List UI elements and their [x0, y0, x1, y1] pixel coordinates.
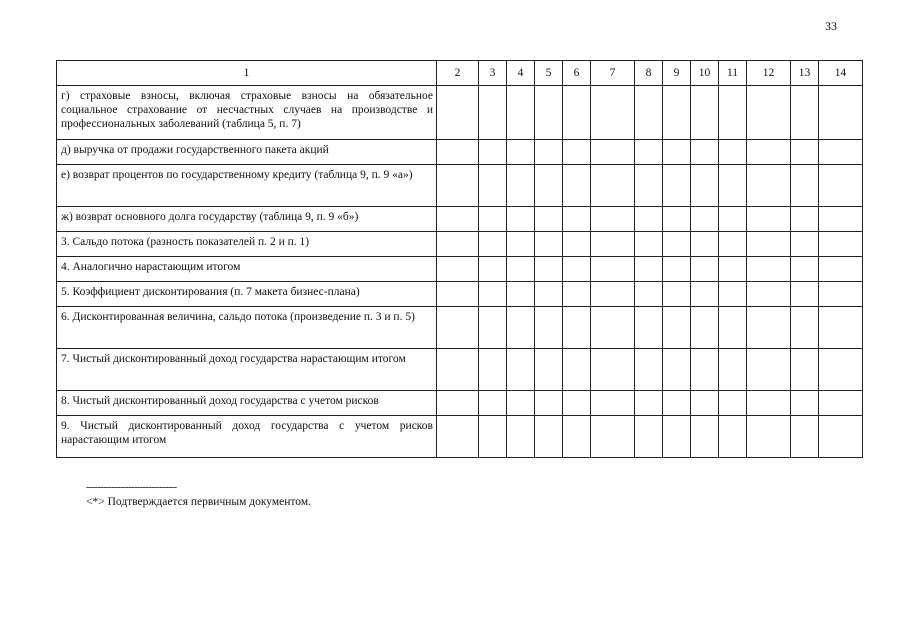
column-header: 5 [535, 61, 563, 86]
table-cell [437, 416, 479, 458]
table-row [57, 391, 863, 416]
table-cell [437, 86, 479, 140]
table-cell [437, 165, 479, 207]
table-row [57, 232, 863, 257]
table-cell [635, 207, 663, 232]
table-cell [591, 207, 635, 232]
table-row [57, 307, 863, 349]
table-cell [819, 86, 863, 140]
table-cell [479, 391, 507, 416]
table-cell [635, 349, 663, 391]
table-cell [747, 307, 791, 349]
column-header: 1 [57, 61, 437, 86]
column-header: 6 [563, 61, 591, 86]
table-cell [507, 416, 535, 458]
row-label: 6. Дисконтированная величина, сальдо потока (произведение п. 3 и п. 5) [57, 307, 437, 349]
table-cell [563, 165, 591, 207]
table-cell [635, 165, 663, 207]
table-cell [791, 232, 819, 257]
table-cell [535, 232, 563, 257]
table-cell [535, 307, 563, 349]
table-cell [663, 282, 691, 307]
table-cell [691, 165, 719, 207]
table-cell [437, 257, 479, 282]
table-cell [819, 282, 863, 307]
table-row [57, 165, 863, 207]
row-label: 3. Сальдо потока (разность показателей п. 2 и п. 1) [57, 232, 437, 257]
table-cell [535, 86, 563, 140]
footnote-separator: -------------------------------- [86, 482, 177, 493]
table-cell [819, 207, 863, 232]
column-header: 9 [663, 61, 691, 86]
table-cell [591, 349, 635, 391]
table-cell [691, 207, 719, 232]
table-body [57, 86, 863, 458]
column-header: 14 [819, 61, 863, 86]
table-cell [535, 416, 563, 458]
table-cell [591, 165, 635, 207]
column-header: 3 [479, 61, 507, 86]
table-cell [791, 349, 819, 391]
table-cell [791, 416, 819, 458]
table-cell [791, 257, 819, 282]
table-cell [635, 257, 663, 282]
table-row [57, 257, 863, 282]
table-cell [691, 349, 719, 391]
table-cell [535, 207, 563, 232]
table-cell [635, 140, 663, 165]
table-cell [479, 257, 507, 282]
table-cell [791, 140, 819, 165]
table-cell [691, 391, 719, 416]
table-cell [691, 232, 719, 257]
table-cell [507, 232, 535, 257]
table-cell [479, 307, 507, 349]
table-cell [719, 207, 747, 232]
table-cell [591, 140, 635, 165]
table-row [57, 416, 863, 458]
table-cell [591, 307, 635, 349]
table-cell [563, 86, 591, 140]
column-header: 10 [691, 61, 719, 86]
header-row [57, 61, 863, 86]
row-label: д) выручка от продажи государственного пакета акций [57, 140, 437, 165]
table-cell [719, 86, 747, 140]
table-cell [591, 257, 635, 282]
table-cell [791, 282, 819, 307]
table-cell [719, 391, 747, 416]
table-cell [507, 165, 535, 207]
table-cell [591, 416, 635, 458]
table-cell [479, 207, 507, 232]
table-cell [819, 307, 863, 349]
table-cell [663, 232, 691, 257]
table-cell [819, 257, 863, 282]
table-cell [663, 257, 691, 282]
table-row [57, 282, 863, 307]
row-label: 9. Чистый дисконтированный доход государства с учетом рисков нарастающим итогом [57, 416, 437, 458]
table-cell [479, 232, 507, 257]
table-cell [691, 86, 719, 140]
table-cell [507, 207, 535, 232]
table-cell [479, 86, 507, 140]
table-cell [747, 416, 791, 458]
table-cell [507, 307, 535, 349]
table-cell [691, 307, 719, 349]
table-cell [507, 257, 535, 282]
table-cell [747, 207, 791, 232]
table-cell [563, 140, 591, 165]
table-cell [719, 257, 747, 282]
table-cell [819, 416, 863, 458]
table-cell [635, 416, 663, 458]
table-cell [635, 391, 663, 416]
table-cell [791, 165, 819, 207]
report-table [56, 60, 863, 458]
table-cell [791, 207, 819, 232]
page-number: 33 [825, 19, 837, 33]
table-cell [691, 140, 719, 165]
table-row [57, 86, 863, 140]
table-cell [437, 307, 479, 349]
table-cell [437, 391, 479, 416]
table-row [57, 349, 863, 391]
table-cell [819, 232, 863, 257]
table-row [57, 140, 863, 165]
column-header: 13 [791, 61, 819, 86]
table-cell [535, 257, 563, 282]
table-cell [663, 391, 691, 416]
table-cell [719, 349, 747, 391]
table-cell [819, 165, 863, 207]
table-cell [535, 349, 563, 391]
table-cell [719, 140, 747, 165]
column-header: 8 [635, 61, 663, 86]
table-cell [563, 207, 591, 232]
table-cell [535, 165, 563, 207]
table-cell [535, 140, 563, 165]
table-cell [437, 282, 479, 307]
table-cell [819, 349, 863, 391]
row-label: г) страховые взносы, включая страховые взносы на обязательное социальное страхование от несчастных случаев на производстве и профессиональных заболеваний (таблица 5, п. 7) [57, 86, 437, 140]
table-cell [747, 282, 791, 307]
table-cell [591, 232, 635, 257]
table-cell [719, 165, 747, 207]
table-cell [719, 282, 747, 307]
column-header: 7 [591, 61, 635, 86]
table-cell [663, 416, 691, 458]
column-header: 11 [719, 61, 747, 86]
table-cell [747, 140, 791, 165]
table-cell [635, 86, 663, 140]
table-cell [663, 140, 691, 165]
table-cell [663, 86, 691, 140]
column-header: 4 [507, 61, 535, 86]
table-cell [747, 257, 791, 282]
table-cell [591, 391, 635, 416]
table-cell [563, 349, 591, 391]
table-cell [591, 282, 635, 307]
table-cell [535, 282, 563, 307]
table-cell [791, 86, 819, 140]
table-cell [663, 165, 691, 207]
column-header: 2 [437, 61, 479, 86]
footnote-text: <*> Подтверждается первичным документом. [86, 496, 311, 508]
table-cell [479, 349, 507, 391]
table-cell [437, 349, 479, 391]
table-cell [791, 391, 819, 416]
table-cell [719, 232, 747, 257]
row-label: 7. Чистый дисконтированный доход государства нарастающим итогом [57, 349, 437, 391]
row-label: 4. Аналогично нарастающим итогом [57, 257, 437, 282]
table-cell [635, 307, 663, 349]
table-cell [691, 282, 719, 307]
table-cell [791, 307, 819, 349]
table-cell [591, 86, 635, 140]
table-cell [437, 140, 479, 165]
table-cell [663, 307, 691, 349]
table-cell [691, 416, 719, 458]
row-label: 5. Коэффициент дисконтирования (п. 7 макета бизнес-плана) [57, 282, 437, 307]
table-cell [563, 391, 591, 416]
table-cell [663, 207, 691, 232]
table-cell [719, 307, 747, 349]
table-row [57, 207, 863, 232]
table-cell [747, 391, 791, 416]
table-cell [507, 140, 535, 165]
table-cell [635, 282, 663, 307]
table-cell [819, 140, 863, 165]
column-header: 12 [747, 61, 791, 86]
table-cell [747, 165, 791, 207]
table-cell [747, 232, 791, 257]
table-cell [507, 86, 535, 140]
table-cell [479, 140, 507, 165]
table-cell [507, 282, 535, 307]
table-cell [819, 391, 863, 416]
table-cell [635, 232, 663, 257]
table-cell [563, 257, 591, 282]
table-cell [663, 349, 691, 391]
table-cell [691, 257, 719, 282]
table-cell [719, 416, 747, 458]
table-cell [563, 307, 591, 349]
table-cell [563, 282, 591, 307]
table-cell [507, 391, 535, 416]
row-label: ж) возврат основного долга государству (таблица 9, п. 9 «б») [57, 207, 437, 232]
row-label: 8. Чистый дисконтированный доход государства с учетом рисков [57, 391, 437, 416]
table-cell [563, 232, 591, 257]
table-cell [535, 391, 563, 416]
table-cell [437, 232, 479, 257]
table-cell [563, 416, 591, 458]
table-cell [747, 349, 791, 391]
table-cell [479, 165, 507, 207]
table-cell [437, 207, 479, 232]
table-cell [747, 86, 791, 140]
row-label: е) возврат процентов по государственному кредиту (таблица 9, п. 9 «а») [57, 165, 437, 207]
table-cell [479, 416, 507, 458]
table-cell [479, 282, 507, 307]
table-cell [507, 349, 535, 391]
table-header [57, 61, 863, 86]
